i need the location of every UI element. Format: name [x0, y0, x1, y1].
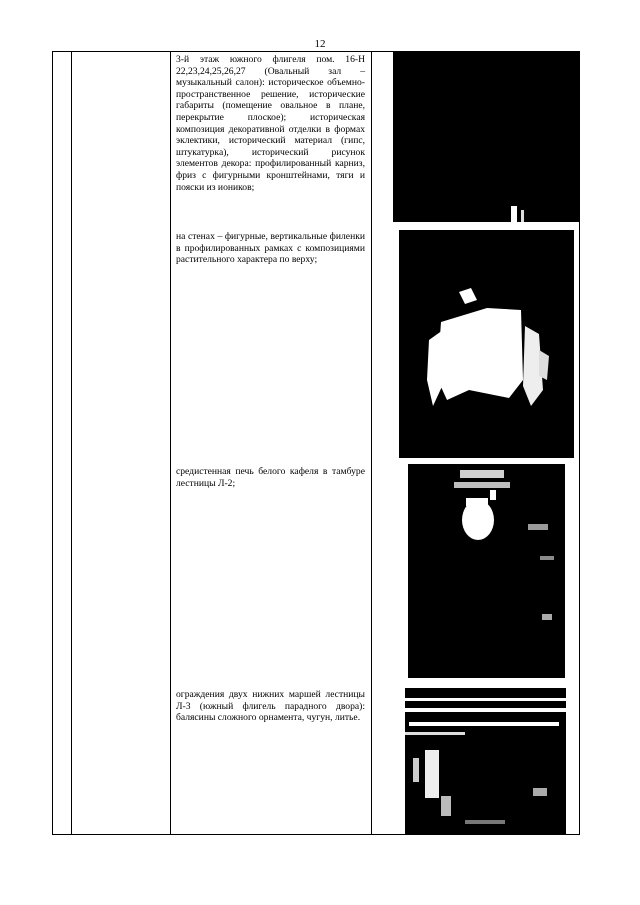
- row-4-description: ограждения двух нижних маршей лестницы Л-3 (южный флигель парадного двора): балясины сложного орнамента, чугун, литье.: [176, 689, 365, 724]
- oval-hall-photo: [393, 52, 580, 222]
- row-3-description: средистенная печь белого кафеля в тамбуре лестницы Л-2;: [176, 466, 365, 489]
- column-divider-1: [71, 51, 72, 835]
- wall-panels-photo: [399, 230, 574, 458]
- page-number: 12: [314, 38, 326, 50]
- column-divider-3: [371, 51, 372, 835]
- tiled-stove-photo: [408, 464, 565, 678]
- row-1-description: 3-й этаж южного флигеля пом. 16-Н 22,23,24,25,26,27 (Овальный зал – музыкальный салон): историческое объемно-пространственное решение, исторические габариты (помещение овальное в плане, перекрытие плоское); историческая композиция декоративной отделки в формах эклектики, исторический материал (гипс, штукатурка), исторический рисунок элементов декора: профилированный карниз, фриз с фигурными кронштейнами, тяги и пояски из иоников;: [176, 54, 365, 193]
- row-2-description: на стенах – фигурные, вертикальные филенки в профилированных рамках с композициями растительного характера по верху;: [176, 231, 365, 266]
- column-divider-2: [170, 51, 171, 835]
- stair-railing-photo: [405, 688, 566, 835]
